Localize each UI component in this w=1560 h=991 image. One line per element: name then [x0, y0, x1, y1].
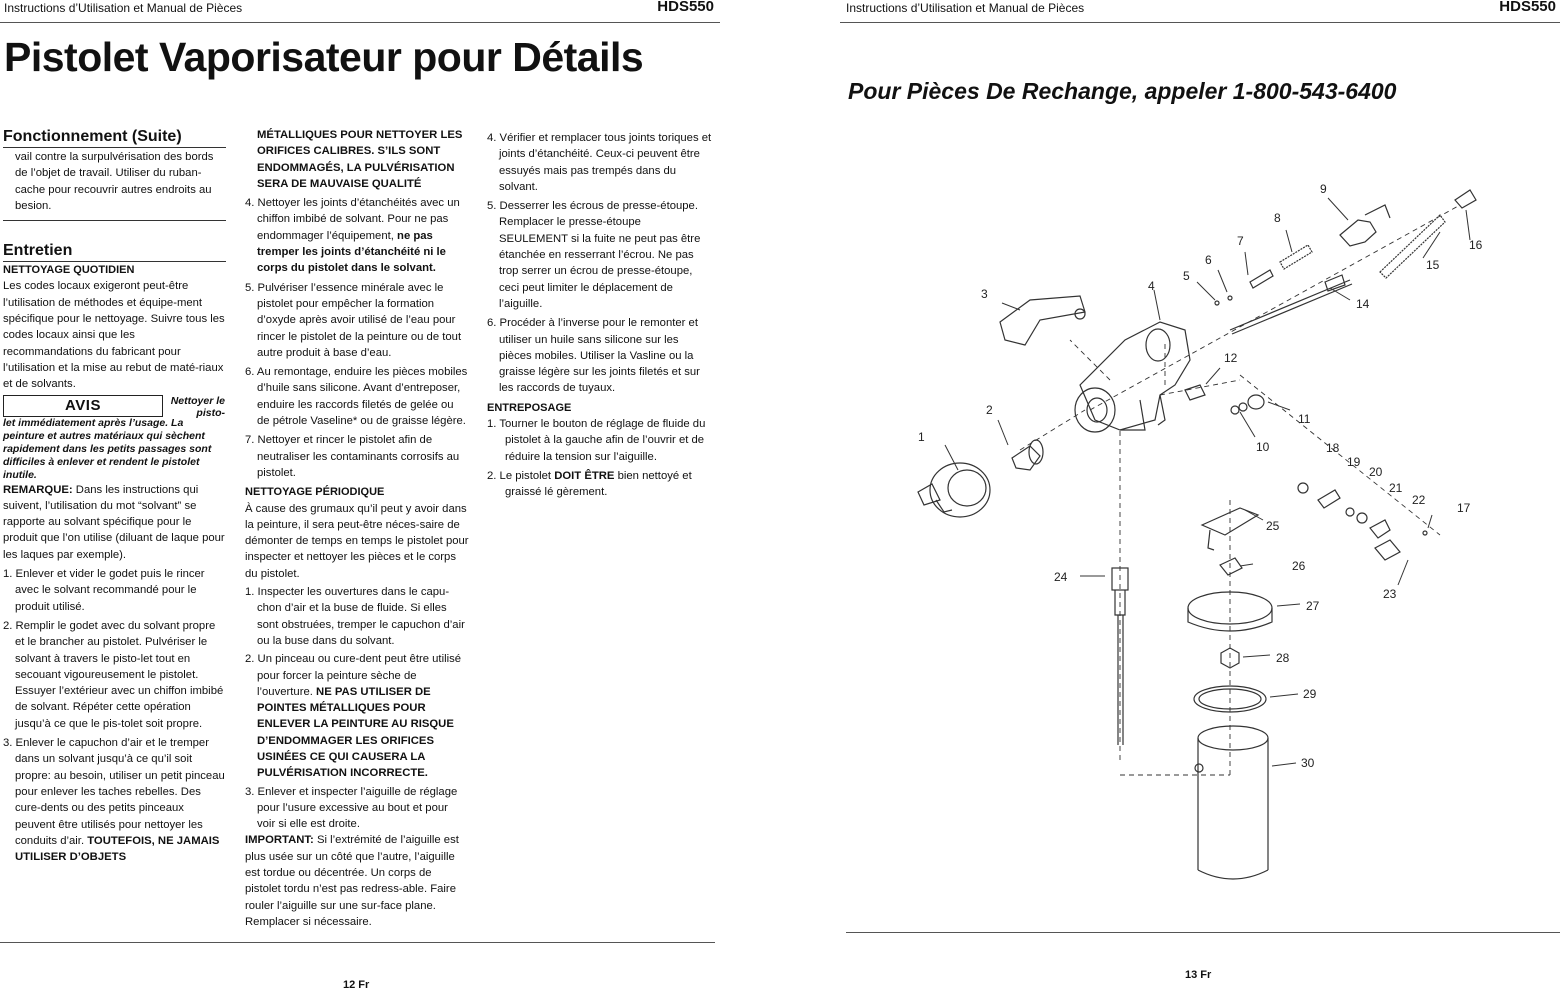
- part-trigger: [1000, 296, 1085, 345]
- subheading-entreposage: ENTREPOSAGE: [487, 401, 572, 414]
- fonctionnement-text: vail contre la surpulvérisation des bords de l’objet de travail. Utiliser du ruban-cache pour recouvrir autres endroits au besion.: [15, 151, 214, 212]
- important-note: [245, 832, 469, 930]
- part-valve-screws: [1185, 385, 1264, 414]
- step-3-text: 3. Enlever le capuchon d’air et le tremper dans un solvant jusqu’à ce qu’il soit propre: au besoin, utiliser un petit pinceau pour enlever les taches rebelles. Des cure-dents ou des petits pinceaux peuvent être utilisés pour nettoyer les conduits d’air.: [3, 737, 225, 847]
- header-title: Instructions d’Utilisation et Manual de Pièces: [4, 1, 243, 15]
- part-label-17: 17: [1457, 501, 1471, 515]
- part-fluid-control: [1298, 483, 1427, 560]
- periodique-step-6: 6. Procéder à l’inverse pour le remonter et utiliser un huile sans silicone sur les pièces mobiles. Utiliser la Vasline ou la graisse légère sur les joints filetés et sur les raccords de tuyaux.: [487, 317, 700, 395]
- part-label-23: 23: [1383, 587, 1397, 601]
- step-1: 1. Enlever et vider le godet puis le rincer avec le solvant recommandé pour le produit utilisé.: [3, 568, 205, 613]
- step-4: [245, 195, 469, 276]
- part-label-12: 12: [1224, 351, 1238, 365]
- part-label-7: 7: [1237, 234, 1244, 248]
- remarque-label: REMARQUE:: [3, 483, 73, 496]
- entreposage-step-2a: 2. Le pistolet: [487, 469, 555, 482]
- subheading-nettoyage-quotidien: NETTOYAGE QUOTIDIEN: [3, 264, 135, 277]
- part-fluid-nozzle: [1012, 440, 1043, 470]
- right-page: [840, 0, 1560, 990]
- part-label-27: 27: [1306, 599, 1320, 613]
- entreposage-step-2c: bien nettoyé et graissé lé gèrement.: [505, 469, 692, 499]
- part-label-28: 28: [1276, 651, 1290, 665]
- part-label-4: 4: [1148, 279, 1155, 293]
- left-page: [0, 0, 720, 990]
- part-label-6: 6: [1205, 253, 1212, 267]
- part-label-11: 11: [1298, 412, 1311, 426]
- part-label-18: 18: [1326, 441, 1340, 455]
- text-column-2: [245, 127, 469, 930]
- replacement-parts-title: Pour Pièces De Rechange, appeler 1-800-543-6400: [848, 78, 1397, 104]
- step-7: 7. Nettoyer et rincer le pistolet afin de neutraliser les contaminants corrosifs au pistolet.: [245, 434, 460, 479]
- entreposage-step-1: 1. Tourner le bouton de réglage de fluide du pistolet à la gauche afin de l’ouvrir et de réduire la tension sur l’aiguille.: [487, 418, 706, 463]
- text-column-1: [3, 127, 226, 865]
- step-3: [3, 735, 226, 865]
- periodique-step-1: 1. Inspecter les ouvertures dans le capu-chon d’air et la buse de fluide. Si elles sont obstruées, tremper le capuchon d’air ou la buse dans du solvant.: [245, 586, 465, 647]
- part-label-20: 20: [1369, 465, 1383, 479]
- part-label-15: 15: [1426, 258, 1440, 272]
- remarque-text: Dans les instructions qui suivent, l’utilisation du mot “solvant” se rapporte au solvant spécifique pour le produit que l’on utilise (diluant de laque pour les laques par exemple).: [3, 483, 225, 561]
- step-6: 6. Au remontage, enduire les pièces mobiles d’huile sans silicone. Avant d’entreposer, enduire les raccords filetés de gelée ou de pétrole Vaseline* ou de graisse légère.: [245, 366, 468, 428]
- step-3-continued: MÉTALLIQUES POUR NETTOYER LES ORIFICES CALIBRES. S’ILS SONT ENDOMMAGÉS, LA PULVÉRISATION SERA DE MAUVAISE QUALITÉ: [257, 129, 463, 190]
- periodique-step-4: 4. Vérifier et remplacer tous joints toriques et joints d’étanchéité. Ceux-ci peuvent être essuyés mais pas trempés dans du solvant.: [487, 132, 712, 193]
- section-heading-fonctionnement: Fonctionnement (Suite): [3, 127, 226, 148]
- step-4-text: 4. Nettoyer les joints d’étanchéités avec un chiffon imbibé de solvant. Pour ne pas endommager l’équipement,: [245, 197, 460, 242]
- part-label-24: 24: [1054, 570, 1068, 584]
- important-text: Si l’extrémité de l’aiguille est plus usée sur un côté que l’autre, l’aiguille est tordue ou décentrée. Un corps de pistolet tordu n’est pas redress-able. Faire rouler l’aiguille sur une sur-face plane. Remplacer si nécessaire.: [245, 834, 459, 928]
- part-label-5: 5: [1183, 269, 1190, 283]
- part-label-14: 14: [1356, 297, 1370, 311]
- periodique-step-2-warning: NE PAS UTILISER DE POINTES MÉTALLIQUES POUR ENLEVER LA PEINTURE AU RISQUE D’ENDOMMAGER LES ORIFICES USINÉES CE QUI CAUSERA LA PULVÉRISATION INCORRECTE.: [257, 685, 454, 780]
- entreposage-step-2-emphasis: DOIT ÊTRE: [554, 469, 615, 482]
- left-page-header: [0, 0, 720, 23]
- exploded-parts-diagram: [840, 0, 1560, 930]
- part-label-2: 2: [986, 403, 993, 417]
- part-label-19: 19: [1347, 455, 1361, 469]
- header-model: HDS550: [657, 0, 714, 15]
- right-page-number: 13 Fr: [1185, 969, 1212, 981]
- page-title: Pistolet Vaporisateur pour Détails: [4, 34, 644, 80]
- important-label: IMPORTANT:: [245, 834, 314, 847]
- step-5: 5. Pulvériser l’essence minérale avec le pistolet pour empêcher la formation d’oxyde après avoir utilisé de l’eau pour rincer le pistolet de la peinture ou de tout autre produit à base d’eau.: [245, 281, 462, 359]
- avis-text: let immédiatement après l’usage. La peinture et autres matériaux qui sèchent rapidement dans les petits passages sont difficiles à enlever et rendent le pistolet inutile.: [3, 416, 212, 481]
- header-model: HDS550: [1499, 0, 1556, 15]
- periodique-step-5: 5. Desserrer les écrous de presse-étoupe. Remplacer le presse-étoupe SEULEMENT si la fuite ne peut pas être étanchée en resserrant l’écrou. Ne pas trop serrer un écrou de presse-étoupe, ceci peut limiter le déplacement de l’aiguille.: [487, 200, 701, 310]
- periodique-step-2-text: 2. Un pinceau ou cure-dent peut être utilisé pour forcer la peinture sèche de l’ouverture.: [245, 653, 462, 698]
- text-column-3: [487, 127, 712, 501]
- part-label-8: 8: [1274, 211, 1281, 225]
- left-footer-rule: [0, 942, 715, 943]
- part-label-21: 21: [1389, 481, 1403, 495]
- part-label-1: 1: [918, 430, 925, 444]
- part-label-30: 30: [1301, 756, 1315, 770]
- part-label-29: 29: [1303, 687, 1317, 701]
- part-number-labels: [918, 182, 1483, 770]
- periodique-step-2: [245, 651, 469, 781]
- remarque: [3, 482, 226, 563]
- entretien-intro: Les codes locaux exigeront peut-être l’utilisation de méthodes et équipe-ment spécifique pour le nettoyage. Suivre tous les codes locaux ainsi que les recommandations du fabricant pour l’utilisation et la mise au rebut de maté-riaux et de solvants.: [3, 280, 225, 391]
- part-label-9: 9: [1320, 182, 1327, 196]
- step-4-warning: ne pas tremper les joints d’étanchéité ni le corps du pistolet dans le solvant.: [257, 229, 446, 275]
- header-title: Instructions d’Utilisation et Manual de Pièces: [846, 1, 1085, 15]
- section-heading-entretien: Entretien: [3, 242, 73, 260]
- avis-notice: [3, 395, 226, 417]
- left-page-number: 12 Fr: [343, 979, 370, 991]
- part-label-22: 22: [1412, 493, 1426, 507]
- part-air-cap: [918, 463, 990, 517]
- part-label-3: 3: [981, 287, 988, 301]
- periodique-intro: À cause des grumaux qu’il peut y avoir dans la peinture, il sera peut-être néces-saire de démonter de temps en temps le pistolet pour inspecter et nettoyer les pièces et le corps du pistolet.: [245, 502, 469, 580]
- entreposage-step-2: [487, 468, 712, 501]
- avis-label: AVIS: [3, 395, 163, 417]
- avis-side-text: Nettoyer le pisto-: [170, 394, 225, 419]
- part-label-26: 26: [1292, 559, 1306, 573]
- part-label-16: 16: [1469, 238, 1483, 252]
- part-gun-body: [1075, 322, 1190, 432]
- subheading-nettoyage-periodique: NETTOYAGE PÉRIODIQUE: [245, 486, 385, 499]
- part-label-10: 10: [1256, 440, 1270, 454]
- right-footer-rule: [846, 932, 1560, 933]
- periodique-step-3: 3. Enlever et inspecter l’aiguille de réglage pour l’usure excessive au bout et pour voir si elle est droite.: [245, 785, 458, 831]
- step-3-warning: TOUTEFOIS, NE JAMAIS UTILISER D’OBJETS: [15, 834, 220, 864]
- part-label-25: 25: [1266, 519, 1280, 533]
- step-2: 2. Remplir le godet avec du solvant propre et le brancher au pistolet. Pulvériser le solvant à travers le pisto-let tout en secouant vigoureusement le pistolet. Essuyer l’extérieur avec un chiffon imbibé de solvant. Répéter cette opération jusqu’à ce que le pis-tolet soit propre.: [3, 619, 224, 730]
